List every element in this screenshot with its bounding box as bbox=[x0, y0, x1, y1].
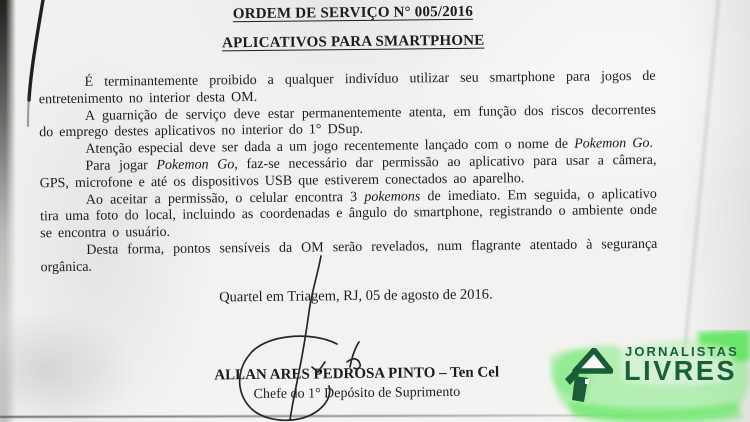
watermark-line1: JORNALISTAS bbox=[625, 344, 739, 359]
paragraph: Atenção especial deve ser dada a um jogo recentemente lançado com o nome de Pokemon Go. bbox=[85, 136, 654, 158]
document-subtitle: APLICATIVOS PARA SMARTPHONE bbox=[221, 32, 485, 52]
paper-edge-shadow bbox=[0, 0, 16, 422]
paragraph: Ao aceitar a permissão, o celular encontra 3 pokemons de imediato. Em seguida, o aplicativo tira uma foto do local, incluindo as coordenadas e ângulo do smartphone, registrando o ambiente onde se encontra o usuário. bbox=[39, 186, 658, 242]
dateline: Quartel em Triagem, RJ, 05 de agosto de 2016. bbox=[219, 286, 493, 306]
signatory-role: Chefe do 1° Depósito de Suprimento bbox=[253, 384, 461, 403]
megaphone-icon bbox=[561, 348, 613, 406]
paper-crease bbox=[681, 0, 721, 371]
document-title: ORDEM DE SERVIÇO N° 005/2016 bbox=[232, 3, 474, 23]
watermark-line2: LIVRES bbox=[624, 355, 738, 387]
jornalistas-livres-watermark bbox=[548, 330, 750, 422]
paragraphs bbox=[39, 69, 658, 277]
paragraph: Para jogar Pokemon Go, faz-se necessário dar permissão ao aplicativo para usar a câmera, GPS, microfone e até os dispositivos USB que estiverem conectados ao aparelho. bbox=[39, 152, 657, 192]
paragraph: Desta forma, pontos sensíveis da OM serão revelados, num flagrante atentado à segurança orgânica. bbox=[40, 236, 658, 276]
paragraph: A guarnição de serviço deve estar permanentemente atenta, em função dos riscos decorrentes do emprego destes aplicativos no interior do 1° DSup. bbox=[39, 102, 657, 141]
signatory-name: ALLAN ARES PEDROSA PINTO – Ten Cel bbox=[214, 364, 500, 384]
paragraph: É terminantemente proibido a qualquer indivíduo utilizar seu smartphone para jogos de entretenimento no interior desta OM. bbox=[38, 68, 656, 108]
